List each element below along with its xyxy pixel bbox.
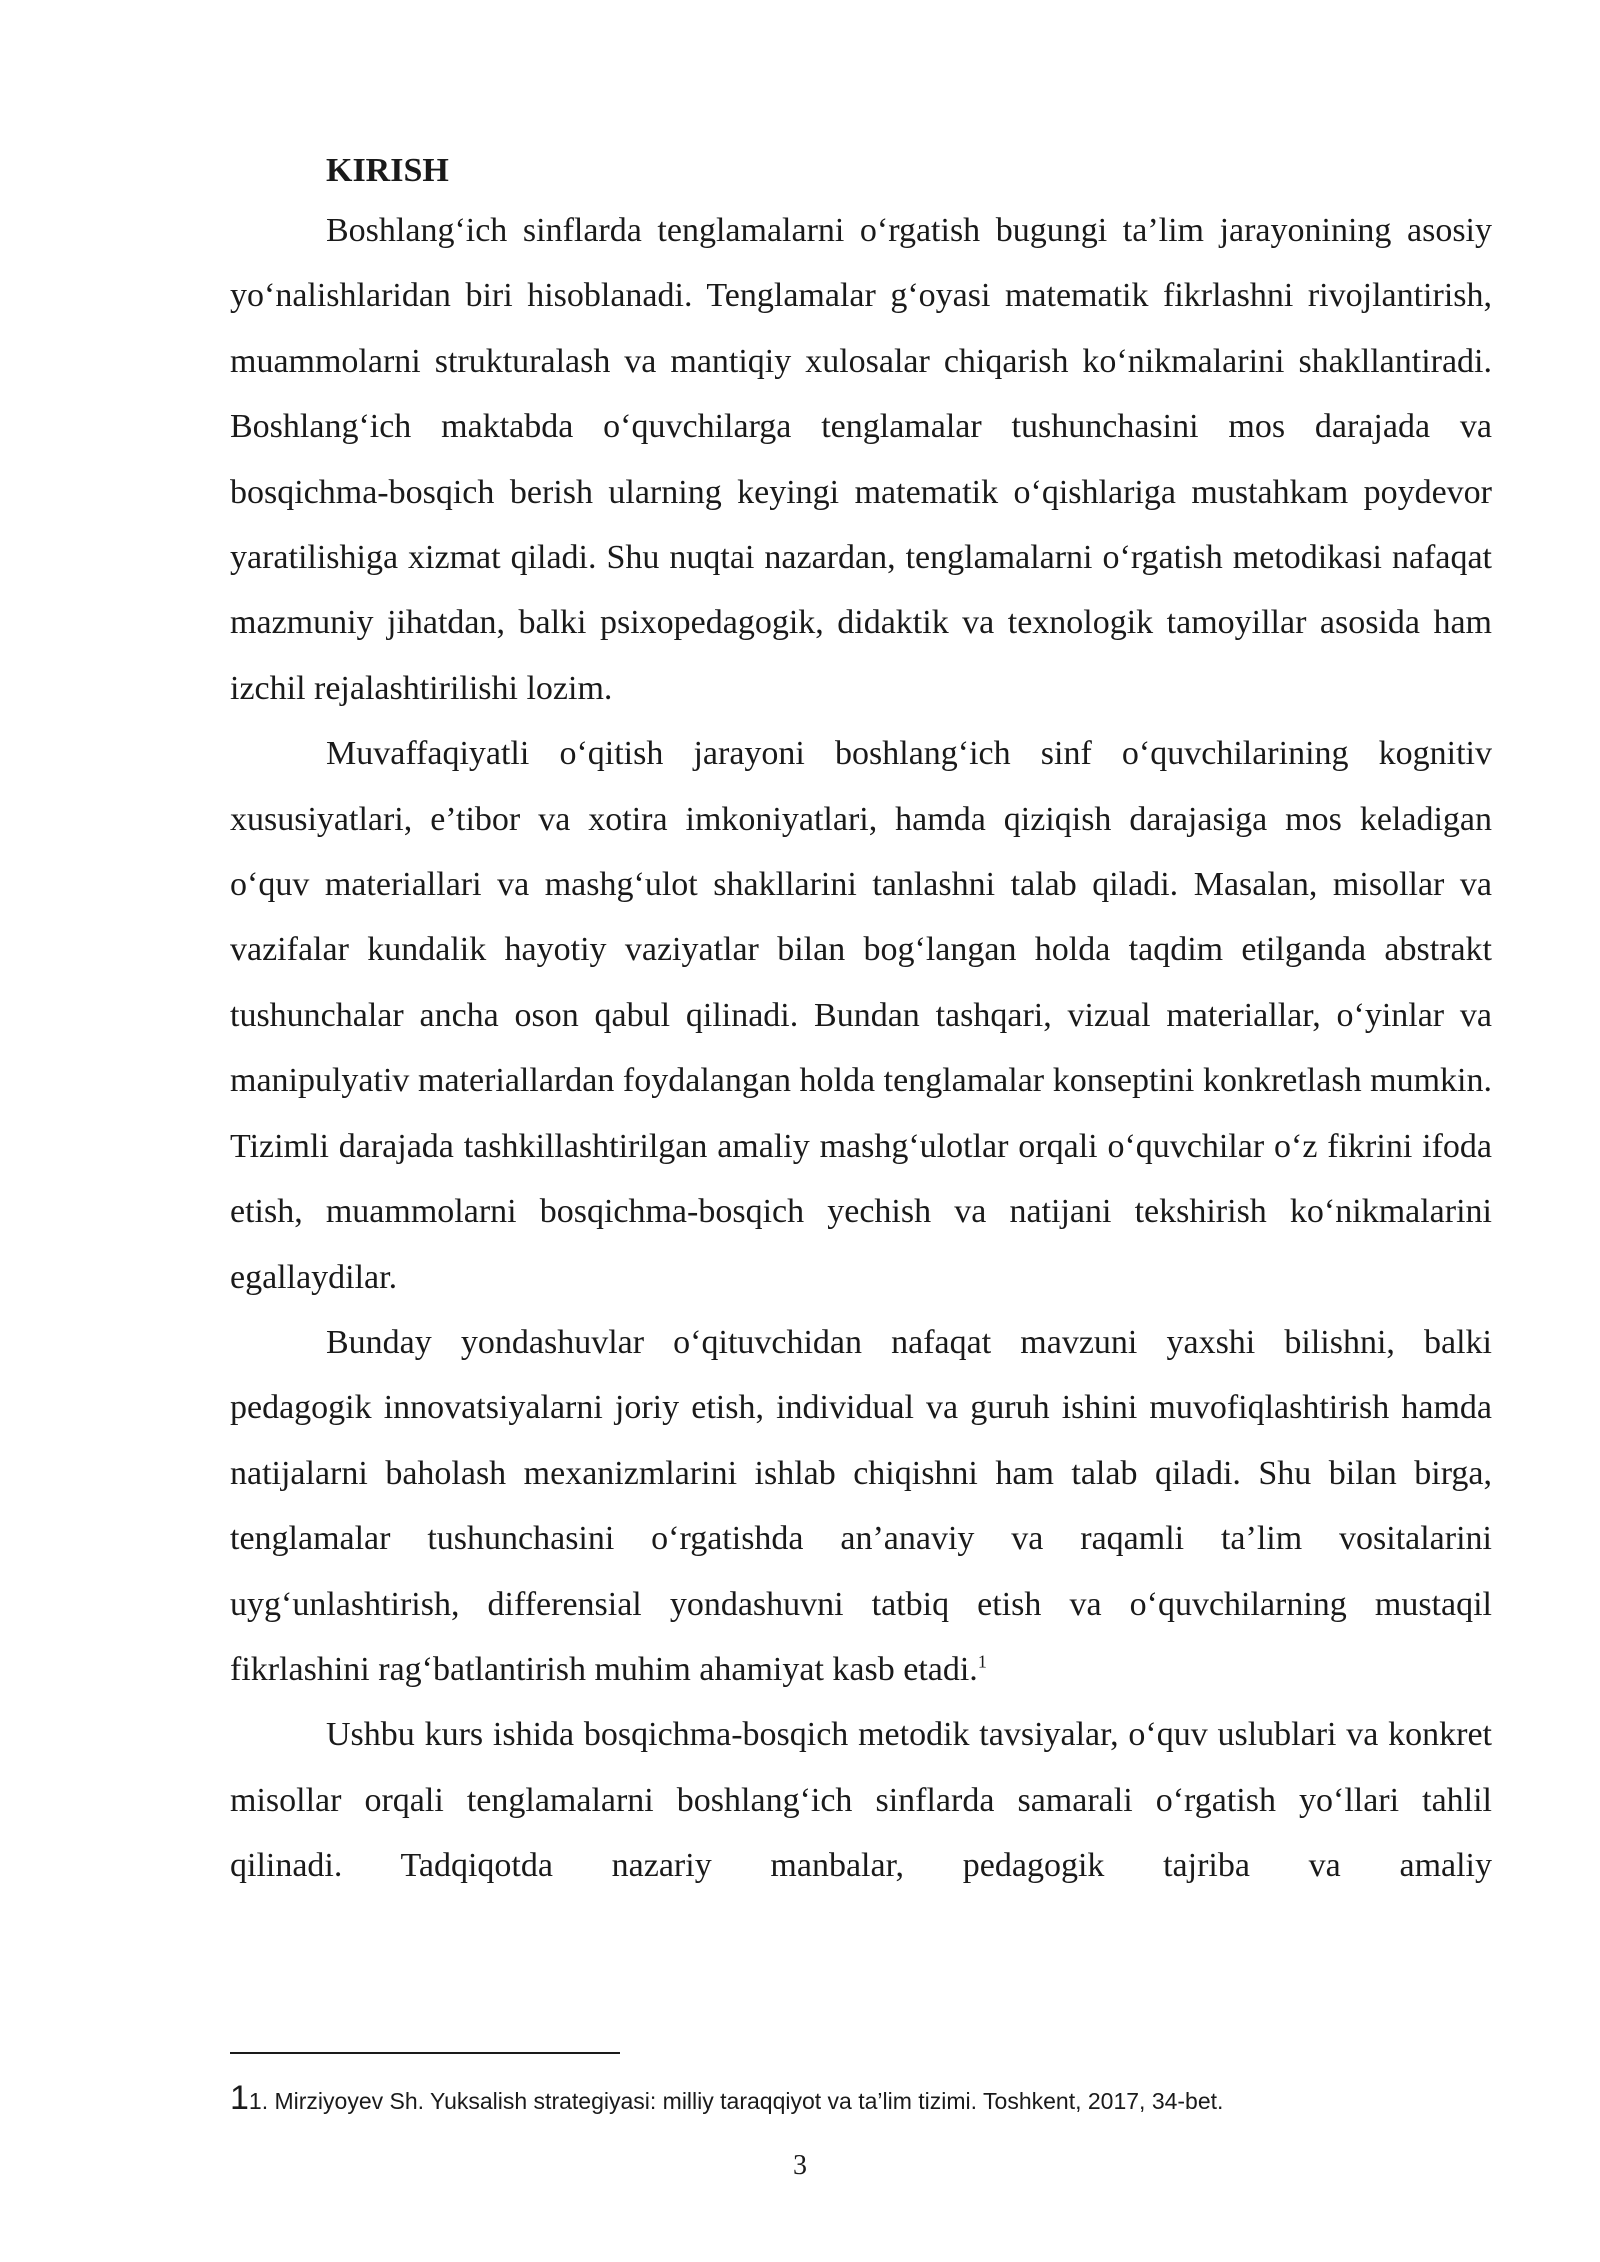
page-body xyxy=(230,148,1492,1899)
paragraph-4 xyxy=(230,1702,1492,1898)
paragraph-4-text: Ushbu kurs ishida bosqichma-bosqich metodik tavsiyalar, o‘quv uslublari va konkret misollar orqali tenglamalarni boshlang‘ich sinflarda samarali o‘rgatish yo‘llari tahlil qilinadi. Tadqiqotda nazariy manbalar, pedagogik tajriba va amaliy xyxy=(230,1716,1492,1885)
footnote-separator xyxy=(230,2052,620,2054)
section-heading: KIRISH xyxy=(326,152,449,189)
footnote-reference[interactable]: 1 xyxy=(977,1651,987,1672)
footnote-mark: 1 xyxy=(230,2079,249,2117)
paragraph-1-text: Boshlang‘ich sinflarda tenglamalarni o‘rgatish bugungi ta’lim jarayonining asosiy yo‘nalishlaridan biri hisoblanadi. Tenglamalar g‘oyasi matematik fikrlashni rivojlantirish, muammolarni strukturalash va mantiqiy xulosalar chiqarish ko‘nikmalarini shakllantiradi. Boshlang‘ich maktabda o‘quvchilarga tenglamalar tushunchasini mos darajada va bosqichma-bosqich berish ularning keyingi matematik o‘qishlariga mustahkam poydevor yaratilishiga xizmat qiladi. Shu nuqtai nazardan, tenglamalarni o‘rgatish metodikasi nafaqat mazmuniy jihatdan, balki psixopedagogik, didaktik va texnologik tamoyillar asosida ham izchil rejalashtirilishi lozim. xyxy=(230,212,1492,707)
paragraph-3 xyxy=(230,1310,1492,1702)
footnote-text: 1. Mirziyoyev Sh. Yuksalish strategiyasi: milliy taraqqiyot va ta’lim tizimi. Toshkent, 2017, 34-bet. xyxy=(248,2088,1224,2114)
paragraph-1 xyxy=(230,198,1492,721)
footnote xyxy=(230,2078,1492,2121)
paragraph-3-text: Bunday yondashuvlar o‘qituvchidan nafaqat mavzuni yaxshi bilishni, balki pedagogik innovatsiyalarni joriy etish, individual va guruh ishini muvofiqlashtirish hamda natijalarni baholash mexanizmlarini ishlab chiqishni ham talab qiladi. Shu bilan birga, tenglamalar tushunchasini o‘rgatishda an’anaviy va raqamli ta’lim vositalarini uyg‘unlashtirish, differensial yondashuvni tatbiq etish va o‘quvchilarning mustaqil fikrlashini rag‘batlantirish muhim ahamiyat kasb etadi. xyxy=(230,1323,1492,1688)
paragraph-2 xyxy=(230,721,1492,1310)
page-number: 3 xyxy=(793,2150,807,2181)
paragraph-2-text: Muvaffaqiyatli o‘qitish jarayoni boshlang‘ich sinf o‘quvchilarining kognitiv xususiyatlari, e’tibor va xotira imkoniyatlari, hamda qiziqish darajasiga mos keladigan o‘quv materiallari va mashg‘ulot shakllarini tanlashni talab qiladi. Masalan, misollar va vazifalar kundalik hayotiy vaziyatlar bilan bog‘langan holda taqdim etilganda abstrakt tushunchalar ancha oson qabul qilinadi. Bundan tashqari, vizual materiallar, o‘yinlar va manipulyativ materiallardan foydalangan holda tenglamalar konseptini konkretlash mumkin. Tizimli darajada tashkillashtirilgan amaliy mashg‘ulotlar orqali o‘quvchilar o‘z fikrini ifoda etish, muammolarni bosqichma-bosqich yechish va natijani tekshirish ko‘nikmalarini egallaydilar. xyxy=(230,735,1492,1296)
